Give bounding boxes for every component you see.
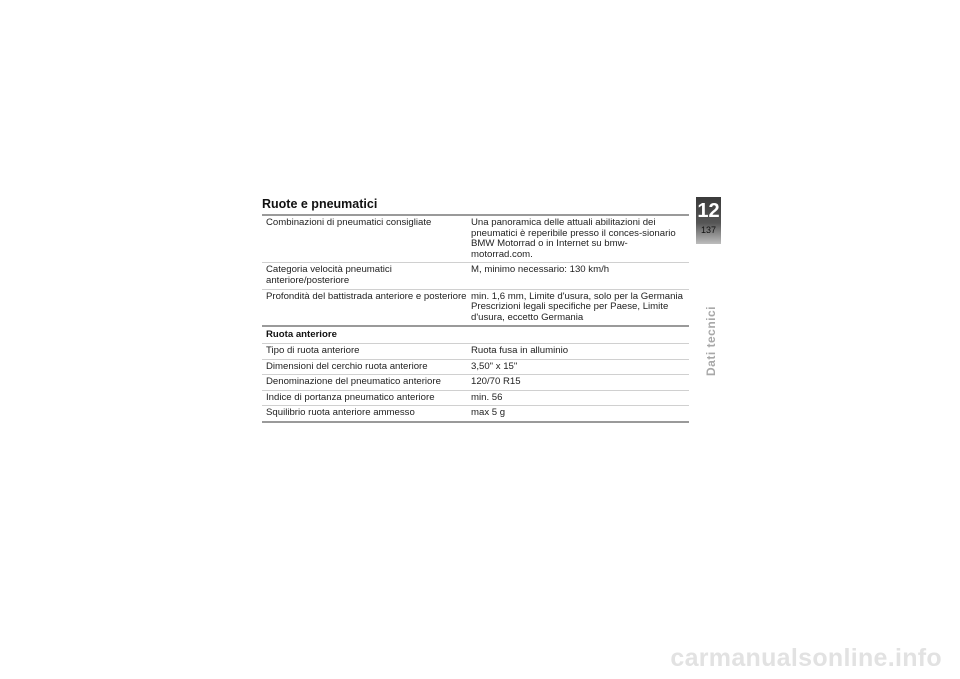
- chapter-number: 12: [697, 200, 720, 222]
- page-title: Ruote e pneumatici: [262, 197, 378, 211]
- row-label: Tipo di ruota anteriore: [266, 344, 360, 356]
- row-value: Ruota fusa in alluminio: [471, 344, 569, 356]
- row-label: Indice di portanza pneumatico anteriore: [266, 391, 435, 403]
- row-label: Denominazione del pneumatico anteriore: [266, 376, 441, 388]
- row-label: Dimensioni del cerchio ruota anteriore: [266, 360, 428, 372]
- table-row: [262, 263, 689, 289]
- table-row: [262, 360, 689, 376]
- chapter-tab: [696, 197, 721, 244]
- row-value: 120/70 R15: [471, 376, 521, 388]
- table-row: [262, 290, 689, 326]
- specs-table: [262, 214, 689, 423]
- table-row: [262, 406, 689, 423]
- chapter-label: Dati tecnici: [704, 305, 718, 377]
- table-row: [262, 391, 689, 407]
- row-label: Combinazioni di pneumatici consigliate: [266, 217, 432, 228]
- row-value: M, minimo necessario: 130 km/h: [471, 264, 610, 276]
- row-value: Una panoramica delle attuali abilitazioni dei pneumatici è reperibile presso il conces-sionario BMW Motorrad o in Internet su bmw-motorrad.com.: [471, 217, 676, 260]
- watermark: carmanualsonline.info: [670, 644, 942, 672]
- table-row: [262, 375, 689, 391]
- row-label: Categoria velocità pneumatici anteriore/posteriore: [266, 264, 392, 286]
- row-value: min. 1,6 mm, Limite d'usura, solo per la Germania Prescrizioni legali specifiche per Paese, Limite d'usura, eccetto Germania: [471, 290, 683, 323]
- table-row: [262, 216, 689, 263]
- row-value: max 5 g: [471, 407, 506, 419]
- row-value: min. 56: [471, 391, 503, 403]
- row-value: 3,50" x 15": [471, 360, 518, 372]
- section-heading-front-wheel: Ruota anteriore: [262, 325, 689, 344]
- table-row: [262, 344, 689, 360]
- row-label: Profondità del battistrada anteriore e posteriore: [266, 290, 467, 302]
- row-label: Squilibrio ruota anteriore ammesso: [266, 407, 415, 419]
- page-number: 137: [700, 225, 717, 235]
